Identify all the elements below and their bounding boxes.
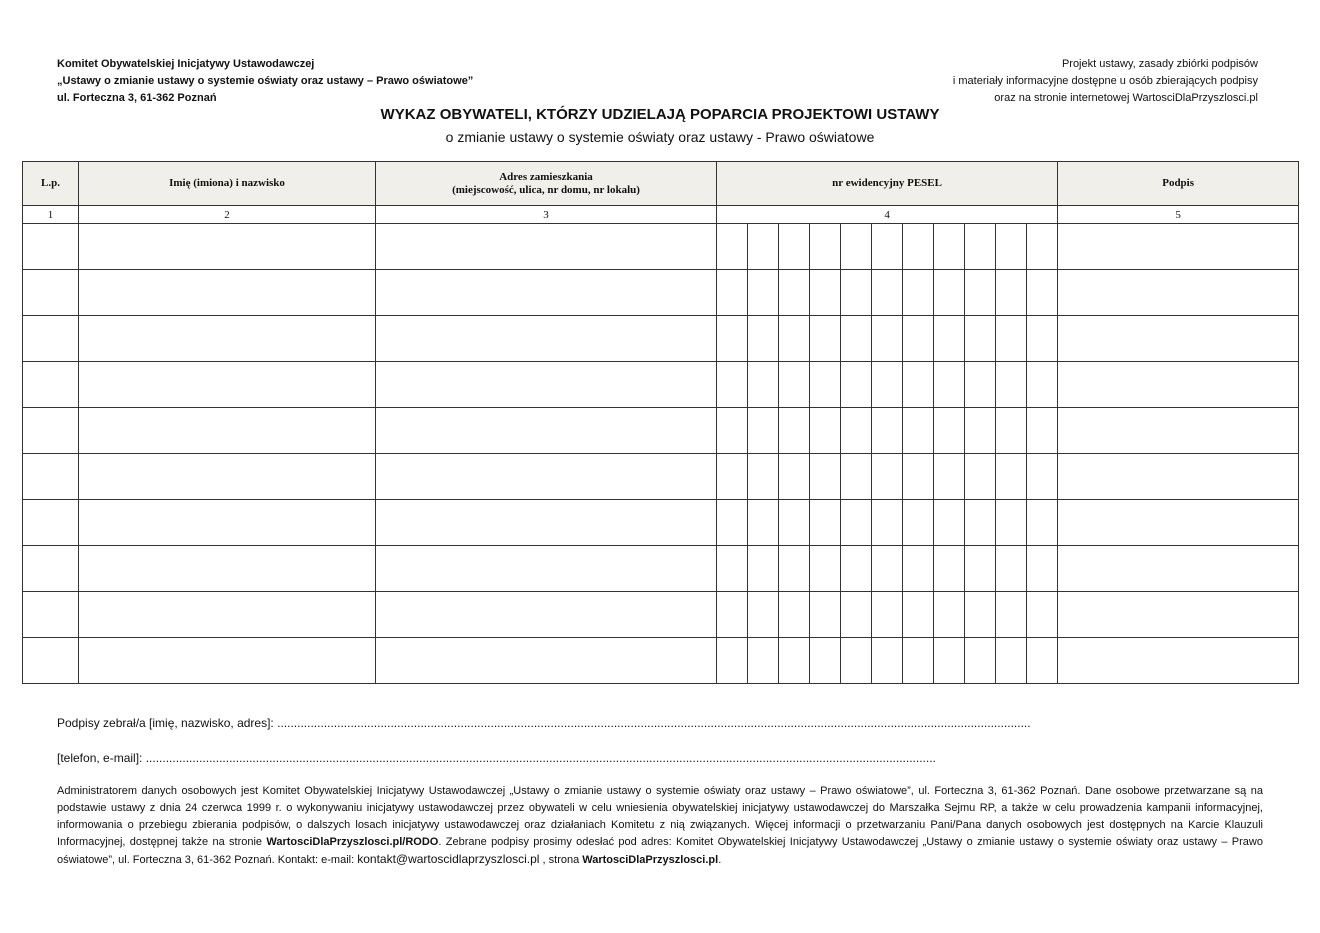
pesel-digit-cell[interactable] bbox=[841, 546, 872, 592]
pesel-digit-cell[interactable] bbox=[1027, 408, 1058, 454]
collector-field[interactable]: .................................................................................................................................................................................................................................. bbox=[277, 716, 1031, 730]
pesel-digit-cell[interactable] bbox=[996, 408, 1027, 454]
table-row bbox=[23, 362, 1299, 408]
pesel-digit-cell[interactable] bbox=[748, 270, 779, 316]
header-address bbox=[376, 162, 717, 206]
pesel-digit-cell[interactable] bbox=[748, 224, 779, 270]
pesel-digit-cell[interactable] bbox=[841, 592, 872, 638]
pesel-digit-cell[interactable] bbox=[748, 408, 779, 454]
contact-field[interactable]: ............................................................................................................................................................................................................................................. bbox=[145, 751, 936, 765]
pesel-digit-cell[interactable] bbox=[903, 270, 934, 316]
pesel-digit-cell[interactable] bbox=[810, 270, 841, 316]
pesel-digit-cell[interactable] bbox=[810, 500, 841, 546]
pesel-digit-cell[interactable] bbox=[717, 224, 748, 270]
pesel-digit-cell[interactable] bbox=[779, 638, 810, 684]
header-pesel: nr ewidencyjny PESEL bbox=[717, 162, 1058, 206]
pesel-digit-cell[interactable] bbox=[872, 454, 903, 500]
table-row bbox=[23, 592, 1299, 638]
name-cell[interactable] bbox=[79, 408, 376, 454]
signature-cell[interactable] bbox=[1058, 638, 1299, 684]
lp-cell[interactable] bbox=[23, 454, 79, 500]
pesel-digit-cell[interactable] bbox=[872, 546, 903, 592]
signature-cell[interactable] bbox=[1058, 454, 1299, 500]
pesel-digit-cell[interactable] bbox=[934, 408, 965, 454]
pesel-digit-cell[interactable] bbox=[965, 362, 996, 408]
pesel-digit-cell[interactable] bbox=[934, 546, 965, 592]
table-row bbox=[23, 408, 1299, 454]
pesel-digit-cell[interactable] bbox=[996, 592, 1027, 638]
address-cell[interactable] bbox=[376, 592, 717, 638]
pesel-digit-cell[interactable] bbox=[872, 500, 903, 546]
signature-cell[interactable] bbox=[1058, 500, 1299, 546]
pesel-digit-cell[interactable] bbox=[903, 316, 934, 362]
collector-label: Podpisy zebrał/a [imię, nazwisko, adres]: bbox=[57, 716, 274, 730]
pesel-digit-cell[interactable] bbox=[872, 408, 903, 454]
pesel-digit-cell[interactable] bbox=[810, 362, 841, 408]
address-cell[interactable] bbox=[376, 408, 717, 454]
lp-cell[interactable] bbox=[23, 224, 79, 270]
pesel-digit-cell[interactable] bbox=[1027, 638, 1058, 684]
info-note-line1: Projekt ustawy, zasady zbiórki podpisów bbox=[1061, 58, 1258, 70]
header-name: Imię (imiona) i nazwisko bbox=[79, 162, 376, 206]
column-number: 2 bbox=[79, 206, 376, 224]
committee-address: ul. Forteczna 3, 61-362 Poznań bbox=[57, 92, 217, 104]
info-note-line2: i materiały informacyjne dostępne u osób zbierających podpisy bbox=[952, 75, 1258, 87]
collector-line bbox=[57, 716, 1031, 730]
signature-cell[interactable] bbox=[1058, 546, 1299, 592]
privacy-notice bbox=[57, 783, 1263, 869]
pesel-digit-cell[interactable] bbox=[748, 362, 779, 408]
pesel-digit-cell[interactable] bbox=[717, 500, 748, 546]
signature-cell[interactable] bbox=[1058, 224, 1299, 270]
header-signature: Podpis bbox=[1058, 162, 1299, 206]
pesel-digit-cell[interactable] bbox=[996, 546, 1027, 592]
pesel-digit-cell[interactable] bbox=[934, 638, 965, 684]
lp-cell[interactable] bbox=[23, 592, 79, 638]
lp-cell[interactable] bbox=[23, 270, 79, 316]
pesel-digit-cell[interactable] bbox=[903, 408, 934, 454]
pesel-digit-cell[interactable] bbox=[717, 316, 748, 362]
website-link[interactable]: WartosciDlaPrzyszlosci.pl bbox=[582, 854, 719, 866]
info-note-line3: oraz na stronie internetowej WartosciDlaPrzyszlosci.pl bbox=[994, 92, 1258, 104]
lp-cell[interactable] bbox=[23, 546, 79, 592]
pesel-digit-cell[interactable] bbox=[1027, 362, 1058, 408]
pesel-digit-cell[interactable] bbox=[717, 408, 748, 454]
pesel-digit-cell[interactable] bbox=[841, 362, 872, 408]
table-row bbox=[23, 500, 1299, 546]
pesel-digit-cell[interactable] bbox=[996, 224, 1027, 270]
name-cell[interactable] bbox=[79, 224, 376, 270]
address-cell[interactable] bbox=[376, 224, 717, 270]
signature-table bbox=[22, 161, 1299, 684]
pesel-digit-cell[interactable] bbox=[965, 224, 996, 270]
pesel-digit-cell[interactable] bbox=[717, 454, 748, 500]
column-number-row bbox=[23, 206, 1299, 224]
pesel-digit-cell[interactable] bbox=[965, 316, 996, 362]
pesel-digit-cell[interactable] bbox=[1027, 546, 1058, 592]
header-lp: L.p. bbox=[23, 162, 79, 206]
pesel-digit-cell[interactable] bbox=[903, 638, 934, 684]
privacy-text-3: , strona bbox=[539, 854, 583, 866]
rodo-link[interactable]: WartosciDlaPrzyszlosci.pl/RODO bbox=[266, 836, 439, 848]
pesel-digit-cell[interactable] bbox=[717, 592, 748, 638]
signature-cell[interactable] bbox=[1058, 270, 1299, 316]
name-cell[interactable] bbox=[79, 270, 376, 316]
table-row bbox=[23, 316, 1299, 362]
address-cell[interactable] bbox=[376, 638, 717, 684]
name-cell[interactable] bbox=[79, 546, 376, 592]
pesel-digit-cell[interactable] bbox=[934, 454, 965, 500]
table-row bbox=[23, 454, 1299, 500]
pesel-digit-cell[interactable] bbox=[1027, 224, 1058, 270]
lp-cell[interactable] bbox=[23, 316, 79, 362]
pesel-digit-cell[interactable] bbox=[934, 224, 965, 270]
pesel-digit-cell[interactable] bbox=[810, 638, 841, 684]
pesel-digit-cell[interactable] bbox=[1027, 270, 1058, 316]
contact-email[interactable]: kontakt@wartoscidlaprzyszlosci.pl bbox=[357, 852, 540, 866]
pesel-digit-cell[interactable] bbox=[996, 454, 1027, 500]
page-subtitle: o zmianie ustawy o systemie oświaty oraz ustawy - Prawo oświatowe bbox=[445, 129, 875, 145]
pesel-digit-cell[interactable] bbox=[996, 270, 1027, 316]
pesel-digit-cell[interactable] bbox=[934, 362, 965, 408]
name-cell[interactable] bbox=[79, 454, 376, 500]
lp-cell[interactable] bbox=[23, 408, 79, 454]
pesel-digit-cell[interactable] bbox=[934, 500, 965, 546]
pesel-digit-cell[interactable] bbox=[872, 362, 903, 408]
pesel-digit-cell[interactable] bbox=[965, 546, 996, 592]
pesel-digit-cell[interactable] bbox=[996, 362, 1027, 408]
pesel-digit-cell[interactable] bbox=[872, 592, 903, 638]
column-number: 1 bbox=[23, 206, 79, 224]
pesel-digit-cell[interactable] bbox=[748, 316, 779, 362]
pesel-digit-cell[interactable] bbox=[965, 638, 996, 684]
pesel-digit-cell[interactable] bbox=[841, 638, 872, 684]
signature-cell[interactable] bbox=[1058, 316, 1299, 362]
column-number: 3 bbox=[376, 206, 717, 224]
privacy-text: Administratorem danych osobowych jest Komitet Obywatelskiej Inicjatywy Ustawodawczej „Ustawy o zmianie ustawy o systemie oświaty oraz ustawy – Prawo oświatowe”, ul. Forteczna 3, 61-362 Poznań. Dane osobowe przetwarzane są na podstawie ustawy z dnia 24 czerwca 1999 r. o wykonywaniu inicjatywy ustawodawczej przez obywateli w celu wniesienia obywatelskiej inicjatywy ustawodawczej do Marszałka Sejmu RP, a także w celu prowadzenia kampanii informacyjnej, informowania o przebiegu zbierania podpisów, o dalszych losach inicjatywy ustawodawczej oraz działaniach Komitetu z nią związanych. Więcej informacji o przetwarzaniu Pani/Pana danych osobowych jest dostępnych na Karcie Klauzuli Informacyjnej, dostępnej także na stronie bbox=[57, 785, 1263, 848]
pesel-digit-cell[interactable] bbox=[841, 500, 872, 546]
name-cell[interactable] bbox=[79, 316, 376, 362]
pesel-digit-cell[interactable] bbox=[934, 316, 965, 362]
pesel-digit-cell[interactable] bbox=[779, 316, 810, 362]
pesel-digit-cell[interactable] bbox=[779, 408, 810, 454]
pesel-digit-cell[interactable] bbox=[717, 270, 748, 316]
name-cell[interactable] bbox=[79, 500, 376, 546]
pesel-digit-cell[interactable] bbox=[965, 408, 996, 454]
signature-cell[interactable] bbox=[1058, 592, 1299, 638]
page-title: WYKAZ OBYWATELI, KTÓRZY UDZIELAJĄ POPARCIA PROJEKTOWI USTAWY bbox=[380, 106, 940, 123]
pesel-digit-cell[interactable] bbox=[1027, 454, 1058, 500]
signature-cell[interactable] bbox=[1058, 362, 1299, 408]
info-note bbox=[953, 56, 1258, 107]
pesel-digit-cell[interactable] bbox=[872, 224, 903, 270]
privacy-end: . bbox=[718, 854, 722, 866]
pesel-digit-cell[interactable] bbox=[903, 592, 934, 638]
table-row bbox=[23, 638, 1299, 684]
lp-cell[interactable] bbox=[23, 500, 79, 546]
pesel-digit-cell[interactable] bbox=[1027, 316, 1058, 362]
pesel-digit-cell[interactable] bbox=[779, 592, 810, 638]
pesel-digit-cell[interactable] bbox=[841, 270, 872, 316]
pesel-digit-cell[interactable] bbox=[1027, 500, 1058, 546]
name-cell[interactable] bbox=[79, 592, 376, 638]
pesel-digit-cell[interactable] bbox=[748, 500, 779, 546]
pesel-digit-cell[interactable] bbox=[841, 316, 872, 362]
address-cell[interactable] bbox=[376, 362, 717, 408]
pesel-digit-cell[interactable] bbox=[779, 500, 810, 546]
pesel-digit-cell[interactable] bbox=[810, 316, 841, 362]
pesel-digit-cell[interactable] bbox=[717, 362, 748, 408]
pesel-digit-cell[interactable] bbox=[748, 592, 779, 638]
pesel-digit-cell[interactable] bbox=[965, 454, 996, 500]
table-row bbox=[23, 224, 1299, 270]
pesel-digit-cell[interactable] bbox=[810, 454, 841, 500]
pesel-digit-cell[interactable] bbox=[1027, 592, 1058, 638]
pesel-digit-cell[interactable] bbox=[903, 500, 934, 546]
header-address-title: Adres zamieszkania bbox=[499, 170, 593, 183]
address-cell[interactable] bbox=[376, 270, 717, 316]
pesel-digit-cell[interactable] bbox=[779, 270, 810, 316]
pesel-digit-cell[interactable] bbox=[717, 546, 748, 592]
header-address-detail: (miejscowość, ulica, nr domu, nr lokalu) bbox=[452, 183, 640, 196]
pesel-digit-cell[interactable] bbox=[903, 224, 934, 270]
address-cell[interactable] bbox=[376, 454, 717, 500]
lp-cell[interactable] bbox=[23, 638, 79, 684]
name-cell[interactable] bbox=[79, 638, 376, 684]
pesel-digit-cell[interactable] bbox=[934, 270, 965, 316]
table-header-row bbox=[23, 162, 1299, 206]
committee-info bbox=[57, 56, 473, 107]
address-cell[interactable] bbox=[376, 316, 717, 362]
pesel-digit-cell[interactable] bbox=[872, 638, 903, 684]
pesel-digit-cell[interactable] bbox=[965, 500, 996, 546]
pesel-digit-cell[interactable] bbox=[996, 638, 1027, 684]
pesel-digit-cell[interactable] bbox=[872, 270, 903, 316]
pesel-digit-cell[interactable] bbox=[996, 316, 1027, 362]
bill-title: „Ustawy o zmianie ustawy o systemie oświaty oraz ustawy – Prawo oświatowe” bbox=[57, 75, 474, 87]
pesel-digit-cell[interactable] bbox=[748, 638, 779, 684]
column-number: 5 bbox=[1058, 206, 1299, 224]
privacy-text-2: . Zebrane podpisy prosimy odesłać pod adres: Komitet Obywatelskiej Inicjatywy Ustawodawczej „Ustawy o zmianie ustawy o systemie oświaty oraz ustawy – Prawo oświatowe”, ul. Forteczna 3, 61-362 Poznań. Kontakt: e-mail: bbox=[57, 836, 1263, 866]
pesel-digit-cell[interactable] bbox=[841, 454, 872, 500]
table-row bbox=[23, 546, 1299, 592]
pesel-digit-cell[interactable] bbox=[903, 362, 934, 408]
pesel-digit-cell[interactable] bbox=[810, 546, 841, 592]
name-cell[interactable] bbox=[79, 362, 376, 408]
pesel-digit-cell[interactable] bbox=[965, 270, 996, 316]
contact-line bbox=[57, 751, 936, 765]
pesel-digit-cell[interactable] bbox=[779, 362, 810, 408]
pesel-digit-cell[interactable] bbox=[810, 408, 841, 454]
pesel-digit-cell[interactable] bbox=[748, 454, 779, 500]
pesel-digit-cell[interactable] bbox=[996, 500, 1027, 546]
address-cell[interactable] bbox=[376, 546, 717, 592]
committee-name: Komitet Obywatelskiej Inicjatywy Ustawodawczej bbox=[57, 58, 315, 70]
pesel-digit-cell[interactable] bbox=[903, 546, 934, 592]
pesel-digit-cell[interactable] bbox=[748, 546, 779, 592]
address-cell[interactable] bbox=[376, 500, 717, 546]
table-row bbox=[23, 270, 1299, 316]
pesel-digit-cell[interactable] bbox=[903, 454, 934, 500]
pesel-digit-cell[interactable] bbox=[841, 224, 872, 270]
pesel-digit-cell[interactable] bbox=[841, 408, 872, 454]
signature-cell[interactable] bbox=[1058, 408, 1299, 454]
pesel-digit-cell[interactable] bbox=[965, 592, 996, 638]
pesel-digit-cell[interactable] bbox=[779, 454, 810, 500]
pesel-digit-cell[interactable] bbox=[934, 592, 965, 638]
pesel-digit-cell[interactable] bbox=[779, 224, 810, 270]
lp-cell[interactable] bbox=[23, 362, 79, 408]
contact-label: [telefon, e-mail]: bbox=[57, 751, 143, 765]
pesel-digit-cell[interactable] bbox=[872, 316, 903, 362]
pesel-digit-cell[interactable] bbox=[717, 638, 748, 684]
pesel-digit-cell[interactable] bbox=[779, 546, 810, 592]
pesel-digit-cell[interactable] bbox=[810, 592, 841, 638]
column-number: 4 bbox=[717, 206, 1058, 224]
pesel-digit-cell[interactable] bbox=[810, 224, 841, 270]
